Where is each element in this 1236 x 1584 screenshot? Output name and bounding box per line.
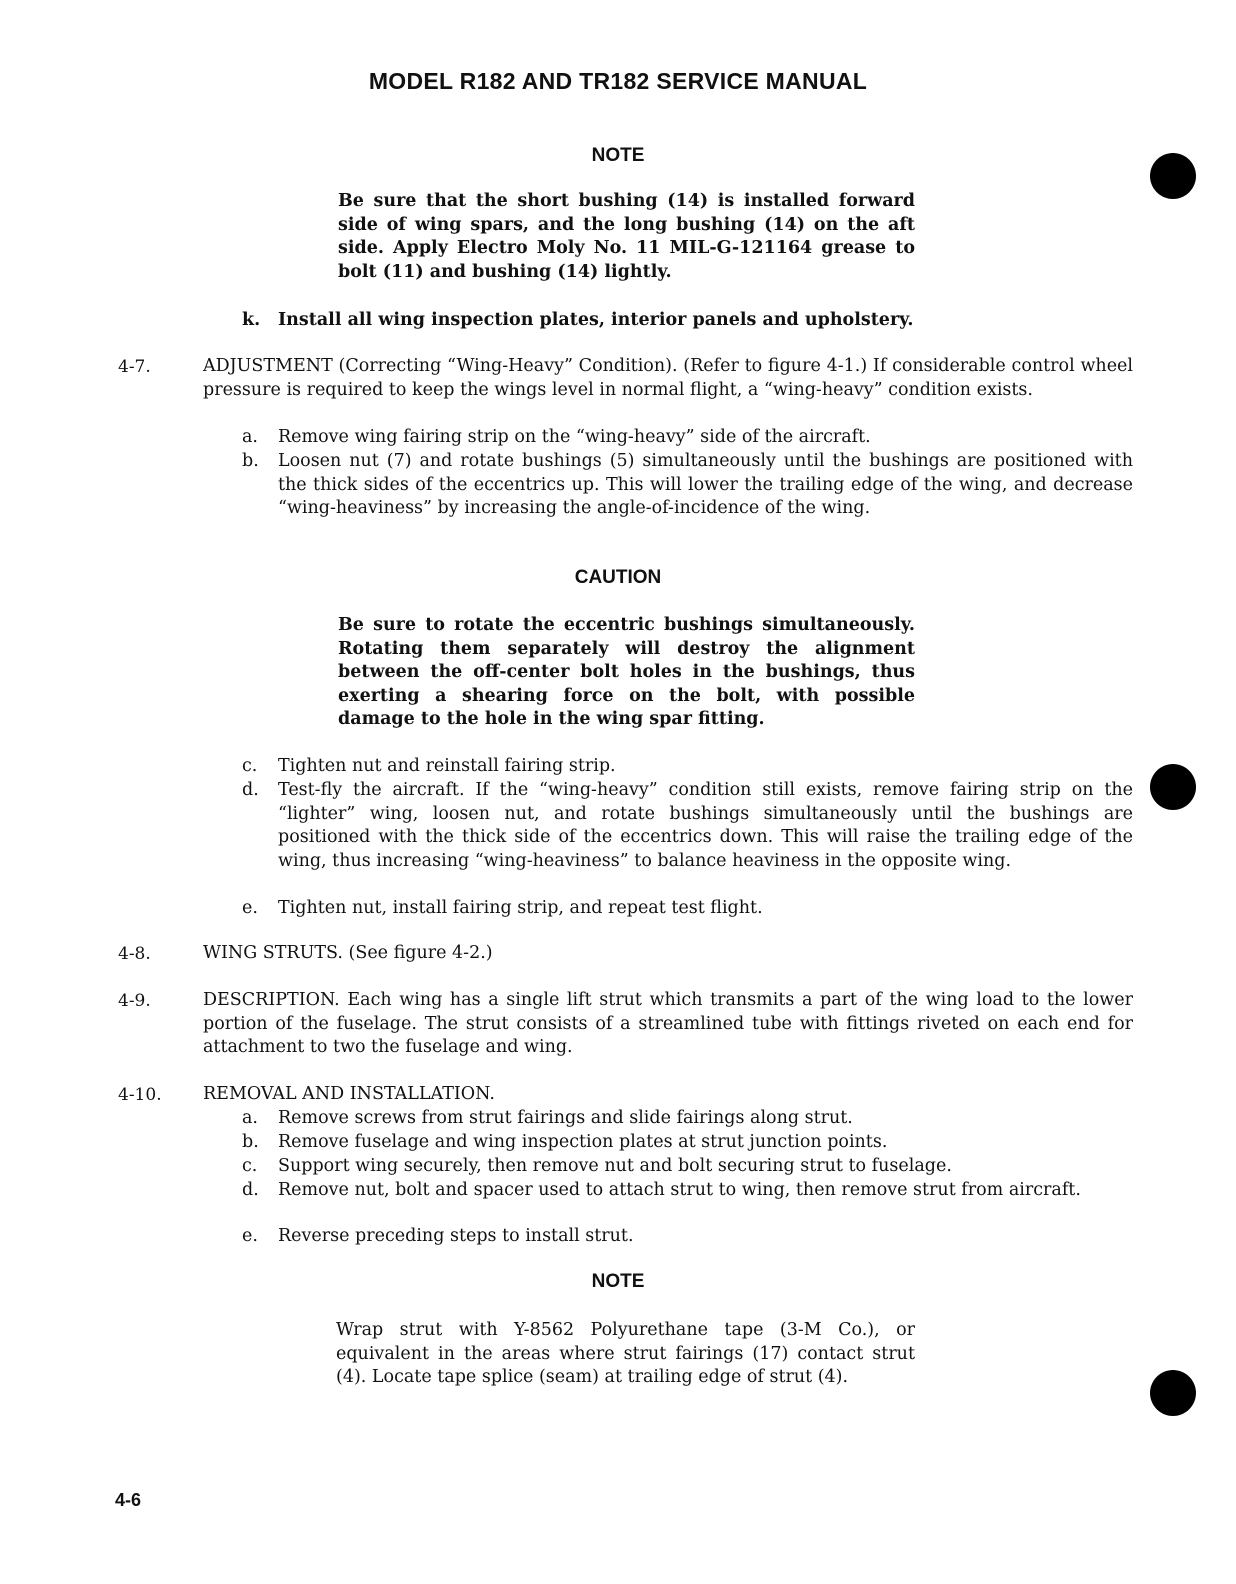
list-item-letter: a.	[242, 427, 258, 447]
page-title: MODEL R182 AND TR182 SERVICE MANUAL	[368, 68, 868, 94]
list-item	[242, 779, 1142, 897]
list-item	[242, 755, 1142, 779]
list-item-letter: b.	[242, 451, 259, 471]
list-item-text: Tighten nut, install fairing strip, and repeat test flight.	[278, 898, 763, 918]
list-item	[242, 1155, 1142, 1179]
note-heading: NOTE	[591, 145, 645, 166]
list-item-letter: c.	[242, 1156, 258, 1176]
list-item-letter: e.	[242, 898, 258, 918]
list-item	[242, 1107, 1142, 1131]
revision-marker-dot	[1150, 1370, 1196, 1416]
caution-heading: CAUTION	[574, 567, 662, 588]
list-item	[242, 1131, 1142, 1155]
list-item-text: Loosen nut (7) and rotate bushings (5) simultaneously until the bushings are positioned with the thick sides of the eccentrics up. This will lower the trailing edge of the wing, and decrease “wing-heaviness” by increasing the angle-of-incidence of the wing.	[278, 451, 1133, 518]
list-item-letter: a.	[242, 1108, 258, 1128]
section-number: 4-9.	[118, 991, 151, 1011]
section-heading: WING STRUTS. (See figure 4-2.)	[203, 943, 493, 963]
list-item	[242, 426, 1142, 450]
revision-marker-dot	[1150, 153, 1196, 199]
list-item	[242, 1179, 1142, 1226]
note-text: Be sure that the short bushing (14) is installed forward side of wing spars, and the long bushing (14) on the aft side. Apply Electro Moly No. 11 MIL-G-121164 grease to bolt (11) and bushing (14) lightly.	[338, 191, 915, 282]
section-heading: REMOVAL AND INSTALLATION.	[203, 1084, 495, 1104]
list-item-text: Reverse preceding steps to install strut.	[278, 1226, 634, 1246]
section-paragraph: ADJUSTMENT (Correcting “Wing-Heavy” Condition). (Refer to figure 4-1.) If considerable control wheel pressure is required to keep the wings level in normal flight, a “wing-heavy” condition exists.	[203, 356, 1133, 400]
list-item-text: Support wing securely, then remove nut and bolt securing strut to fuselage.	[278, 1156, 952, 1176]
list-item-letter: e.	[242, 1226, 258, 1246]
list-item	[242, 897, 1142, 921]
section-number: 4-7.	[118, 357, 151, 377]
list-item	[242, 1225, 1142, 1249]
list-item-letter: b.	[242, 1132, 259, 1152]
note-heading: NOTE	[591, 1271, 645, 1292]
list-item-text: Remove fuselage and wing inspection plates at strut junction points.	[278, 1132, 888, 1152]
section-number: 4-10.	[118, 1085, 162, 1105]
note-text: Wrap strut with Y-8562 Polyurethane tape (3-M Co.), or equivalent in the areas where strut fairings (17) contact strut (4). Locate tape splice (seam) at trailing edge of strut (4).	[336, 1320, 915, 1387]
caution-text: Be sure to rotate the eccentric bushings simultaneously. Rotating them separately will destroy the alignment between the off-center bolt holes in the bushings, thus exerting a shearing force on the bolt, with possible damage to the hole in the wing spar fitting.	[338, 615, 915, 729]
list-item	[242, 450, 1142, 545]
page-number: 4-6	[115, 1490, 142, 1510]
list-item-text: Tighten nut and reinstall fairing strip.	[278, 756, 616, 776]
list-item-letter: c.	[242, 756, 258, 776]
list-item-text: Install all wing inspection plates, interior panels and upholstery.	[278, 310, 914, 330]
list-item	[242, 309, 1142, 333]
list-item-letter: k.	[242, 310, 261, 330]
list-item-text: Remove wing fairing strip on the “wing-heavy” side of the aircraft.	[278, 427, 871, 447]
list-item-text: Remove screws from strut fairings and slide fairings along strut.	[278, 1108, 853, 1128]
section-paragraph: DESCRIPTION. Each wing has a single lift strut which transmits a part of the wing load to the lower portion of the fuselage. The strut consists of a streamlined tube with fittings riveted on each end for attachment to two the fuselage and wing.	[203, 990, 1133, 1057]
revision-marker-dot	[1150, 764, 1196, 810]
list-item-letter: d.	[242, 1180, 259, 1200]
list-item-letter: d.	[242, 780, 259, 800]
section-number: 4-8.	[118, 944, 151, 964]
list-item-text: Remove nut, bolt and spacer used to attach strut to wing, then remove strut from aircraft.	[278, 1180, 1081, 1200]
list-item-text: Test-fly the aircraft. If the “wing-heavy” condition still exists, remove fairing strip on the “lighter” wing, loosen nut, and rotate bushings simultaneously until the bushings are positioned with the thick side of the eccentrics down. This will raise the trailing edge of the wing, thus increasing “wing-heaviness” to balance heaviness in the opposite wing.	[278, 780, 1133, 871]
